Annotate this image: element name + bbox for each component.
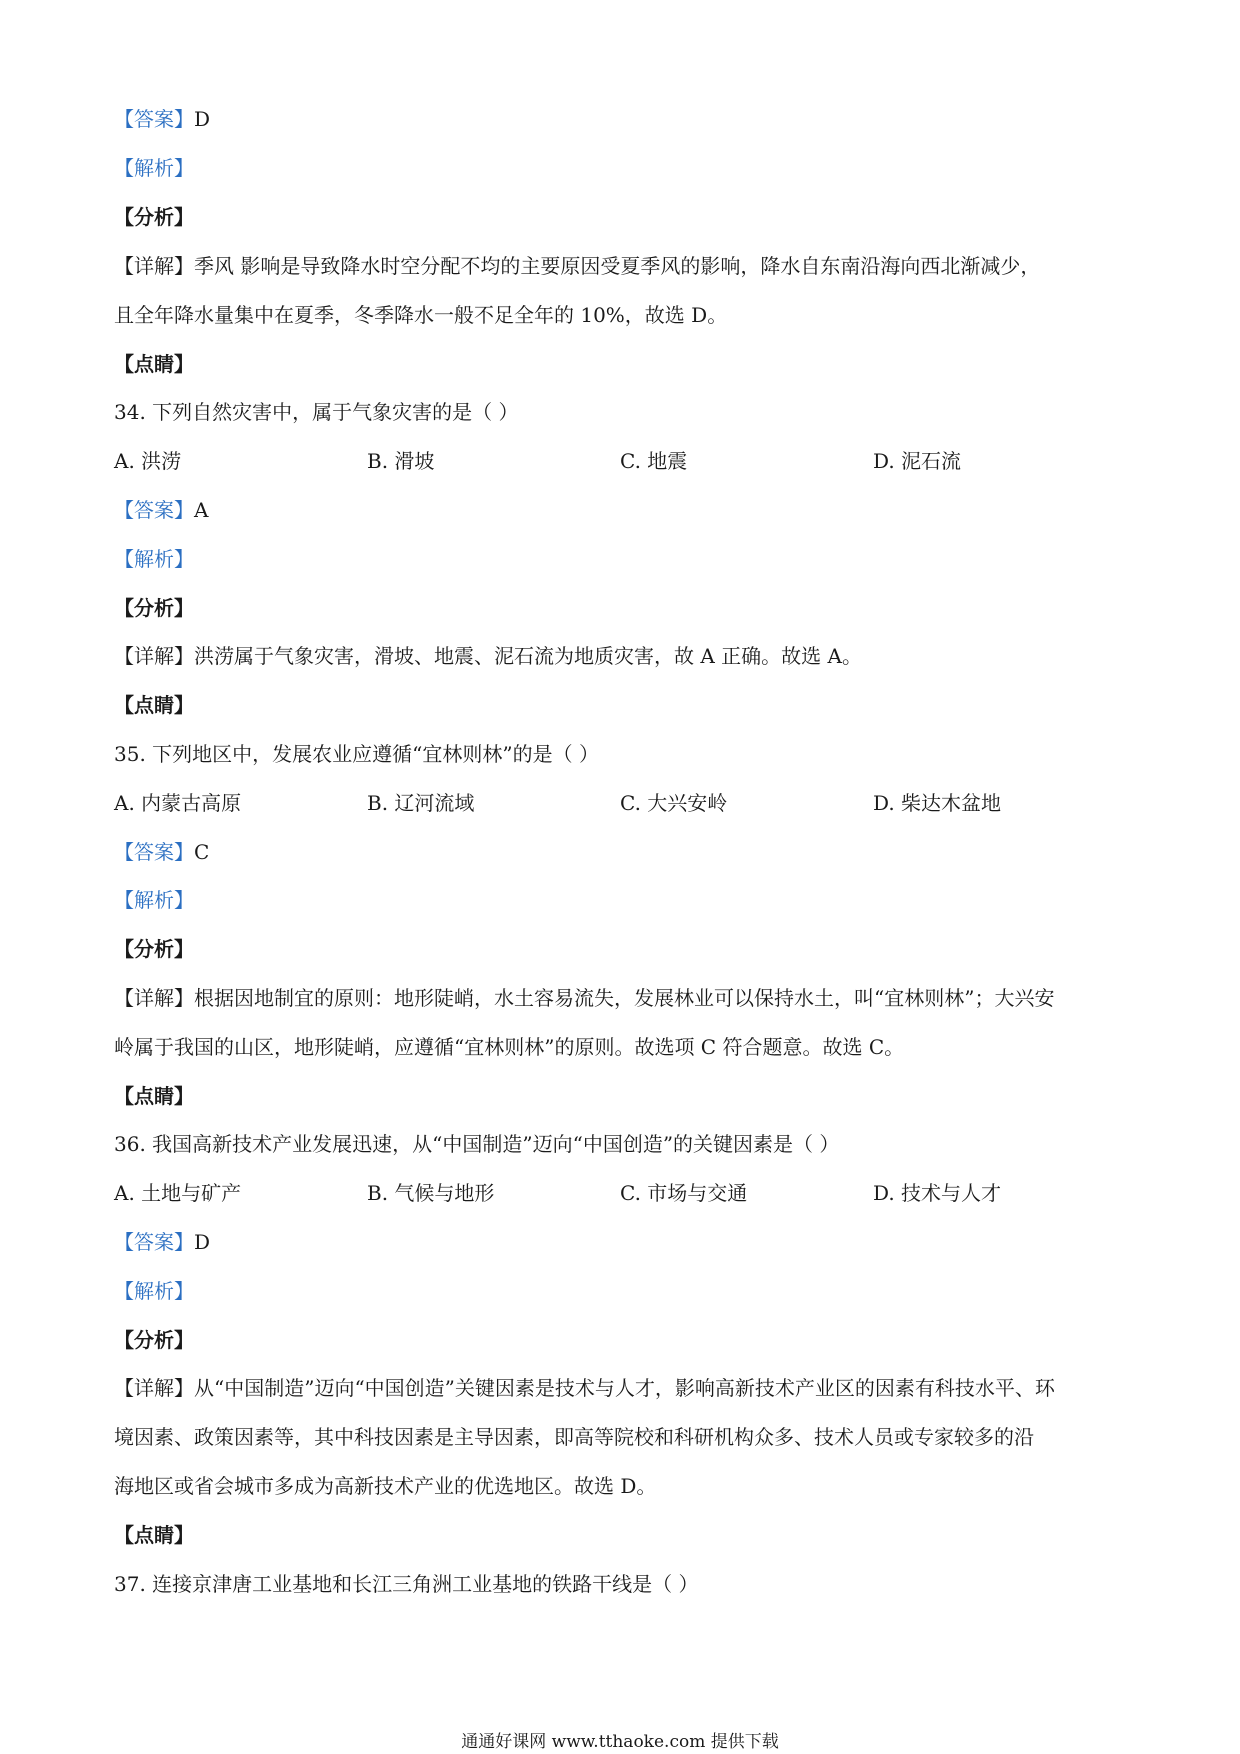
q34-options (114, 447, 1134, 475)
q35-fenxi-label: 【分析】 (114, 937, 194, 961)
q36-detail-line: 【详解】从“中国制造”迈向“中国创造”关键因素是技术与人才，影响高新技术产业区的因素有科技水平、环 (114, 1376, 1055, 1400)
q33-answer (114, 105, 210, 133)
option-b: B. 滑坡 (367, 449, 435, 473)
answer-value: A (194, 498, 209, 522)
q37-question: 37. 连接京津唐工业基地和长江三角洲工业基地的铁路干线是（ ） (114, 1572, 699, 1596)
q33-detail-line: 【详解】季风 影响是导致降水时空分配不均的主要原因受夏季风的影响，降水自东南沿海向西北渐减少， (114, 254, 1041, 278)
q36-detail-line: 海地区或省会城市多成为高新技术产业的优选地区。故选 D。 (114, 1474, 657, 1498)
option-a: A. 洪涝 (114, 449, 182, 473)
q35-analysis-label: 【解析】 (114, 888, 194, 912)
option-c: C. 地震 (620, 449, 688, 473)
q34-fenxi-label: 【分析】 (114, 596, 194, 620)
option-b: B. 辽河流域 (367, 791, 475, 815)
answer-label: 【答案】 (114, 107, 194, 131)
q36-question: 36. 我国高新技术产业发展迅速，从“中国制造”迈向“中国创造”的关键因素是（ ） (114, 1132, 840, 1156)
q34-dianjing-label: 【点睛】 (114, 693, 194, 717)
q33-dianjing-label: 【点睛】 (114, 352, 194, 376)
q36-fenxi-label: 【分析】 (114, 1328, 194, 1352)
page-footer: 通通好课网 www.tthaoke.com 提供下载 (461, 1732, 779, 1752)
option-c: C. 大兴安岭 (620, 791, 728, 815)
q34-detail-line: 【详解】洪涝属于气象灾害，滑坡、地震、泥石流为地质灾害，故 A 正确。故选 A。 (114, 644, 862, 668)
option-b: B. 气候与地形 (367, 1181, 495, 1205)
answer-value: D (194, 107, 211, 131)
q34-answer (114, 496, 208, 524)
q36-analysis-label: 【解析】 (114, 1279, 194, 1303)
q34-analysis-label: 【解析】 (114, 547, 194, 571)
answer-label: 【答案】 (114, 840, 194, 864)
option-a: A. 内蒙古高原 (114, 791, 242, 815)
option-c: C. 市场与交通 (620, 1181, 748, 1205)
q35-detail-line: 【详解】根据因地制宜的原则：地形陡峭，水土容易流失，发展林业可以保持水土，叫“宜林则林”；大兴安 (114, 986, 1055, 1010)
q33-analysis-label: 【解析】 (114, 156, 194, 180)
q35-question: 35. 下列地区中，发展农业应遵循“宜林则林”的是（ ） (114, 742, 599, 766)
q33-detail-line: 且全年降水量集中在夏季，冬季降水一般不足全年的 10%，故选 D。 (114, 303, 728, 327)
option-a: A. 土地与矿产 (114, 1181, 242, 1205)
answer-label: 【答案】 (114, 498, 194, 522)
q35-dianjing-label: 【点睛】 (114, 1084, 194, 1108)
q36-dianjing-label: 【点睛】 (114, 1523, 194, 1547)
q36-options (114, 1179, 1134, 1207)
q35-options (114, 789, 1134, 817)
answer-value: D (194, 1230, 211, 1254)
q35-detail-line: 岭属于我国的山区，地形陡峭，应遵循“宜林则林”的原则。故选项 C 符合题意。故选 C。 (114, 1035, 905, 1059)
option-d: D. 柴达木盆地 (873, 791, 1002, 815)
answer-value: C (194, 840, 210, 864)
q35-answer (114, 838, 209, 866)
q36-detail-line: 境因素、政策因素等，其中科技因素是主导因素，即高等院校和科研机构众多、技术人员或专家较多的沿 (114, 1425, 1034, 1449)
option-d: D. 泥石流 (873, 449, 962, 473)
q34-question: 34. 下列自然灾害中，属于气象灾害的是（ ） (114, 400, 519, 424)
answer-label: 【答案】 (114, 1230, 194, 1254)
q33-fenxi-label: 【分析】 (114, 205, 194, 229)
q36-answer (114, 1228, 210, 1256)
option-d: D. 技术与人才 (873, 1181, 1002, 1205)
